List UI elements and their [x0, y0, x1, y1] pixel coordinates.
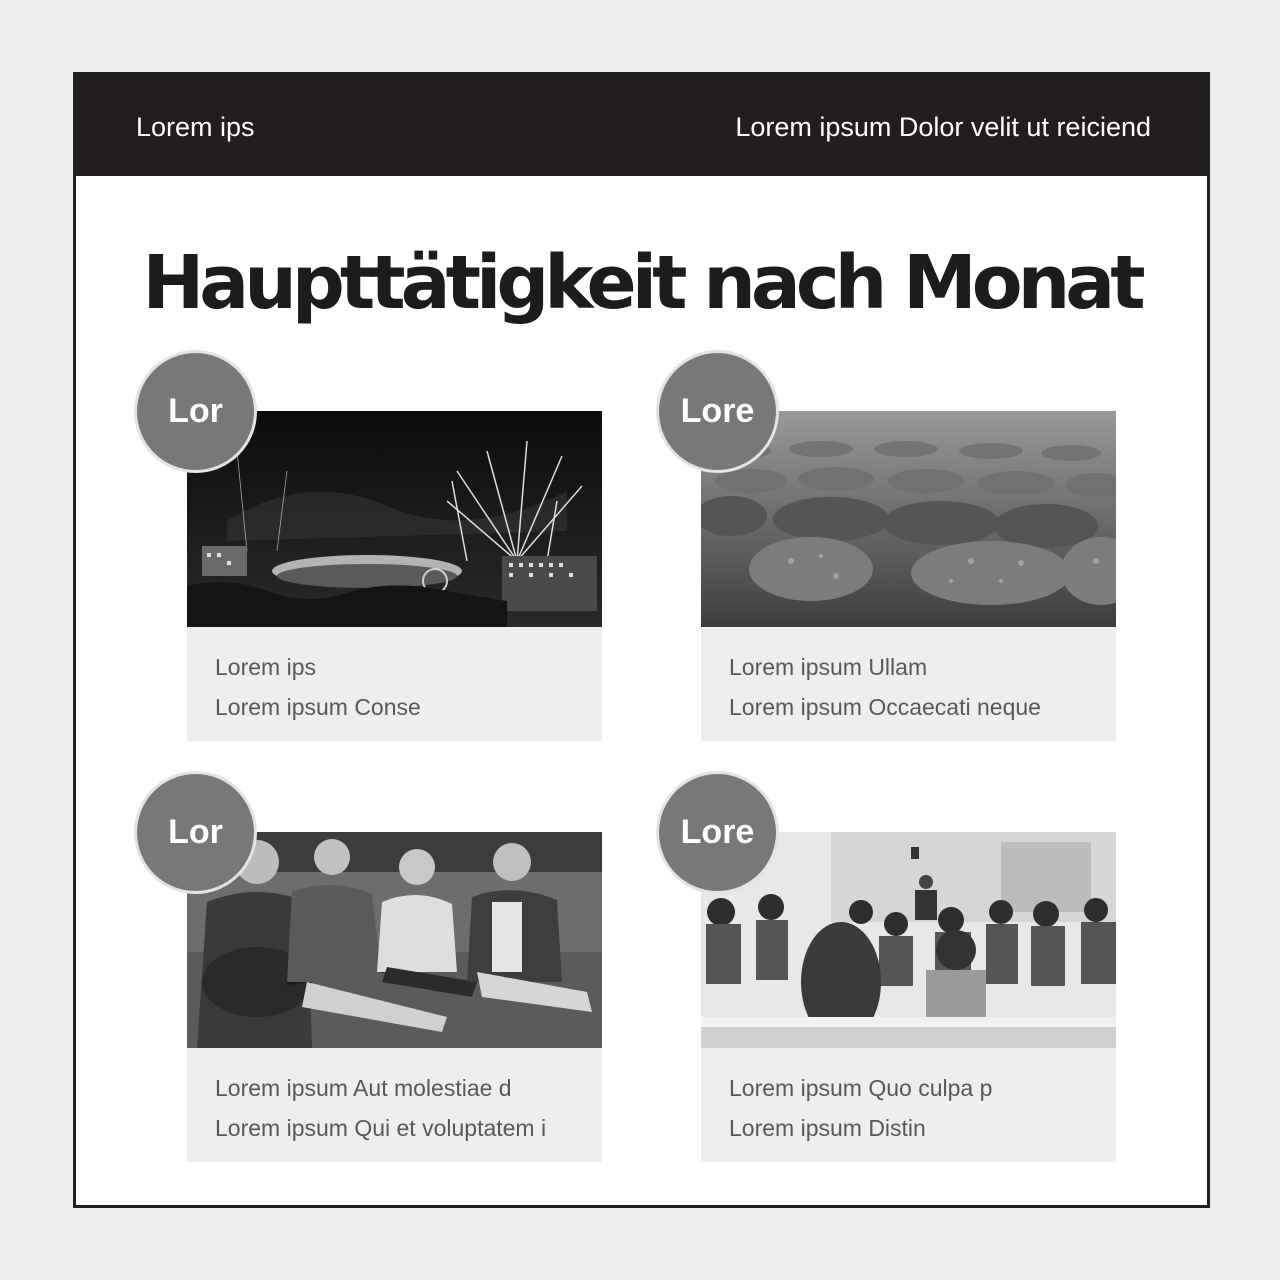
fireworks-photo	[187, 411, 602, 627]
header-right-label: Lorem ipsum Dolor velit ut reiciend	[735, 112, 1151, 142]
caption-line-1: Lorem ipsum Ullam	[729, 654, 928, 680]
caption-line-1: Lorem ipsum Quo culpa p	[729, 1075, 993, 1101]
card-badge-1: Lor	[137, 353, 254, 470]
card-badge-2: Lore	[659, 353, 776, 470]
card-caption	[187, 1048, 602, 1162]
header-bar	[76, 75, 1207, 176]
caption-line-2: Lorem ipsum Occaecati neque	[729, 694, 1041, 720]
card-caption	[701, 627, 1116, 741]
activity-card-4	[701, 832, 1116, 1162]
card-badge-4: Lore	[659, 774, 776, 891]
card-caption	[701, 1048, 1116, 1162]
caption-line-1: Lorem ips	[215, 654, 316, 680]
card-caption	[187, 627, 602, 741]
poster-frame	[73, 72, 1210, 1208]
friends-photo	[187, 832, 602, 1048]
card-badge-3: Lor	[137, 774, 254, 891]
caption-line-2: Lorem ipsum Qui et voluptatem i	[215, 1115, 547, 1141]
caption-line-2: Lorem ipsum Distin	[729, 1115, 926, 1141]
header-left-label: Lorem ips	[136, 112, 255, 142]
page-title: Haupttätigkeit nach Monat	[142, 240, 1141, 326]
activity-card-3	[187, 832, 602, 1162]
caption-line-1: Lorem ipsum Aut molestiae d	[215, 1075, 512, 1101]
activity-card-1	[187, 411, 602, 741]
activity-card-2	[701, 411, 1116, 741]
caption-line-2: Lorem ipsum Conse	[215, 694, 421, 720]
